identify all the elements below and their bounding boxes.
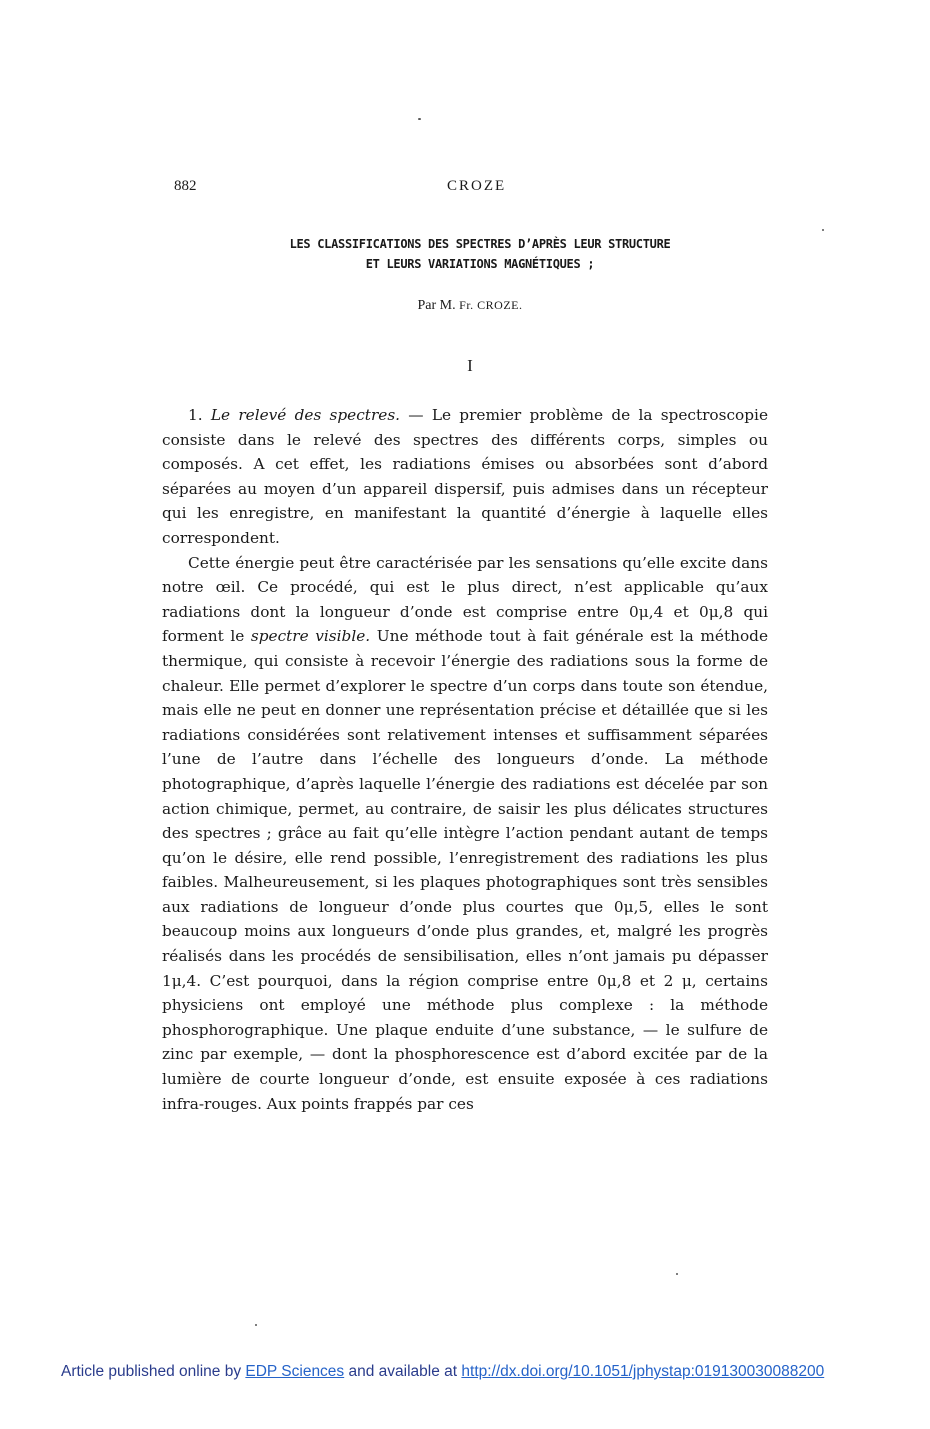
footer-prefix: Article published online by xyxy=(61,1363,246,1380)
byline-prefix: Par M. xyxy=(417,298,456,313)
byline-author-name: Fr. CROZE. xyxy=(459,298,523,312)
footer-middle: and available at xyxy=(344,1363,462,1380)
scan-speck xyxy=(255,1324,257,1326)
paragraph-heading: Le relevé des spectres. xyxy=(210,406,401,424)
section-number: I xyxy=(467,356,473,375)
article-title-line-2: ET LEURS VARIATIONS MAGNÉTIQUES ; xyxy=(365,257,595,271)
paragraph-number: 1. xyxy=(188,406,203,424)
byline xyxy=(250,298,690,314)
paragraph-2-emphasis: spectre visible. xyxy=(250,627,371,646)
paragraph-2-text-b: Une méthode tout à fait générale est la méthode thermique, qui consiste à recevoir l’énergie des radiations sous la forme de chaleur. Elle permet d’explorer le spectre d’un corps dans toute son étendue, mais elle ne peut en donner une représentation précise et détaillée que si les radiations considérées sont relativement intenses et suffisamment séparées l’une de l’autre dans l’échelle des longueurs d’onde. La méthode photographique, d’après laquelle l’énergie des radiations est décelée par son action chimique, permet, au contraire, de saisir les plus délicates structures des spectres ; grâce au fait qu’elle intègre l’action pendant autant de temps qu’on le désire, elle rend possible, l’enregistrement des radiations les plus faibles. Malheureusement, si les plaques photographiques sont très sensibles aux radiations de longueur d’onde plus courtes que 0μ,5, elles le sont beaucoup moins aux longueurs d’onde plus grandes, et, malgré les progrès réalisés dans les procédés de sensibilisation, elles n’ont jamais pu dépasser 1μ,4. C’est pourquoi, dans la région comprise entre 0μ,8 et 2 μ, certains physiciens ont employé une méthode plus complexe : la méthode phosphorographique. Une plaque enduite d’une substance, — le sulfure de zinc par exemple, — dont la phosphorescence est d’abord excitée par de la lumière de courte longueur d’onde, est ensuite exposée à ces radiations infra-rouges. Aux points frappés par ces xyxy=(162,627,769,1113)
doi-link[interactable]: http://dx.doi.org/10.1051/jphystap:019130030088200 xyxy=(461,1363,825,1380)
page-number: 882 xyxy=(174,178,197,194)
heading-dash: — xyxy=(400,406,432,424)
article-title xyxy=(200,234,760,274)
publisher-link[interactable]: EDP Sciences xyxy=(245,1363,345,1380)
paragraph-2-text-a: Cette énergie peut être caractérisée par les sensations qu’elle excite dans notre œil. Ce procédé, qui est le plus direct, n’est applicable qu’aux radiations dont la longueur d’onde est comprise entre 0μ,4 et 0μ,8 qui forment le xyxy=(162,553,768,646)
scan-speck xyxy=(822,229,824,231)
paragraph-1-text: Le premier problème de la spectroscopie consiste dans le relevé des spectres des différents corps, simples ou composés. A cet effet, les radiations émises ou absorbées sont d’abord séparées au moyen d’un appareil dispersif, puis admises dans un récepteur qui les enregistre, en manifestant la quantité d’énergie à laquelle elles correspondent. xyxy=(162,406,768,547)
article-body xyxy=(162,403,768,1116)
scan-speck xyxy=(418,118,421,120)
paragraph-2 xyxy=(162,551,768,1117)
footer-notice xyxy=(61,1363,824,1381)
running-head: CROZE xyxy=(447,178,507,194)
scan-speck xyxy=(676,1273,678,1275)
article-title-line-1: LES CLASSIFICATIONS DES SPECTRES D’APRÈS LEUR STRUCTURE xyxy=(289,237,671,251)
paragraph-1 xyxy=(162,403,768,551)
